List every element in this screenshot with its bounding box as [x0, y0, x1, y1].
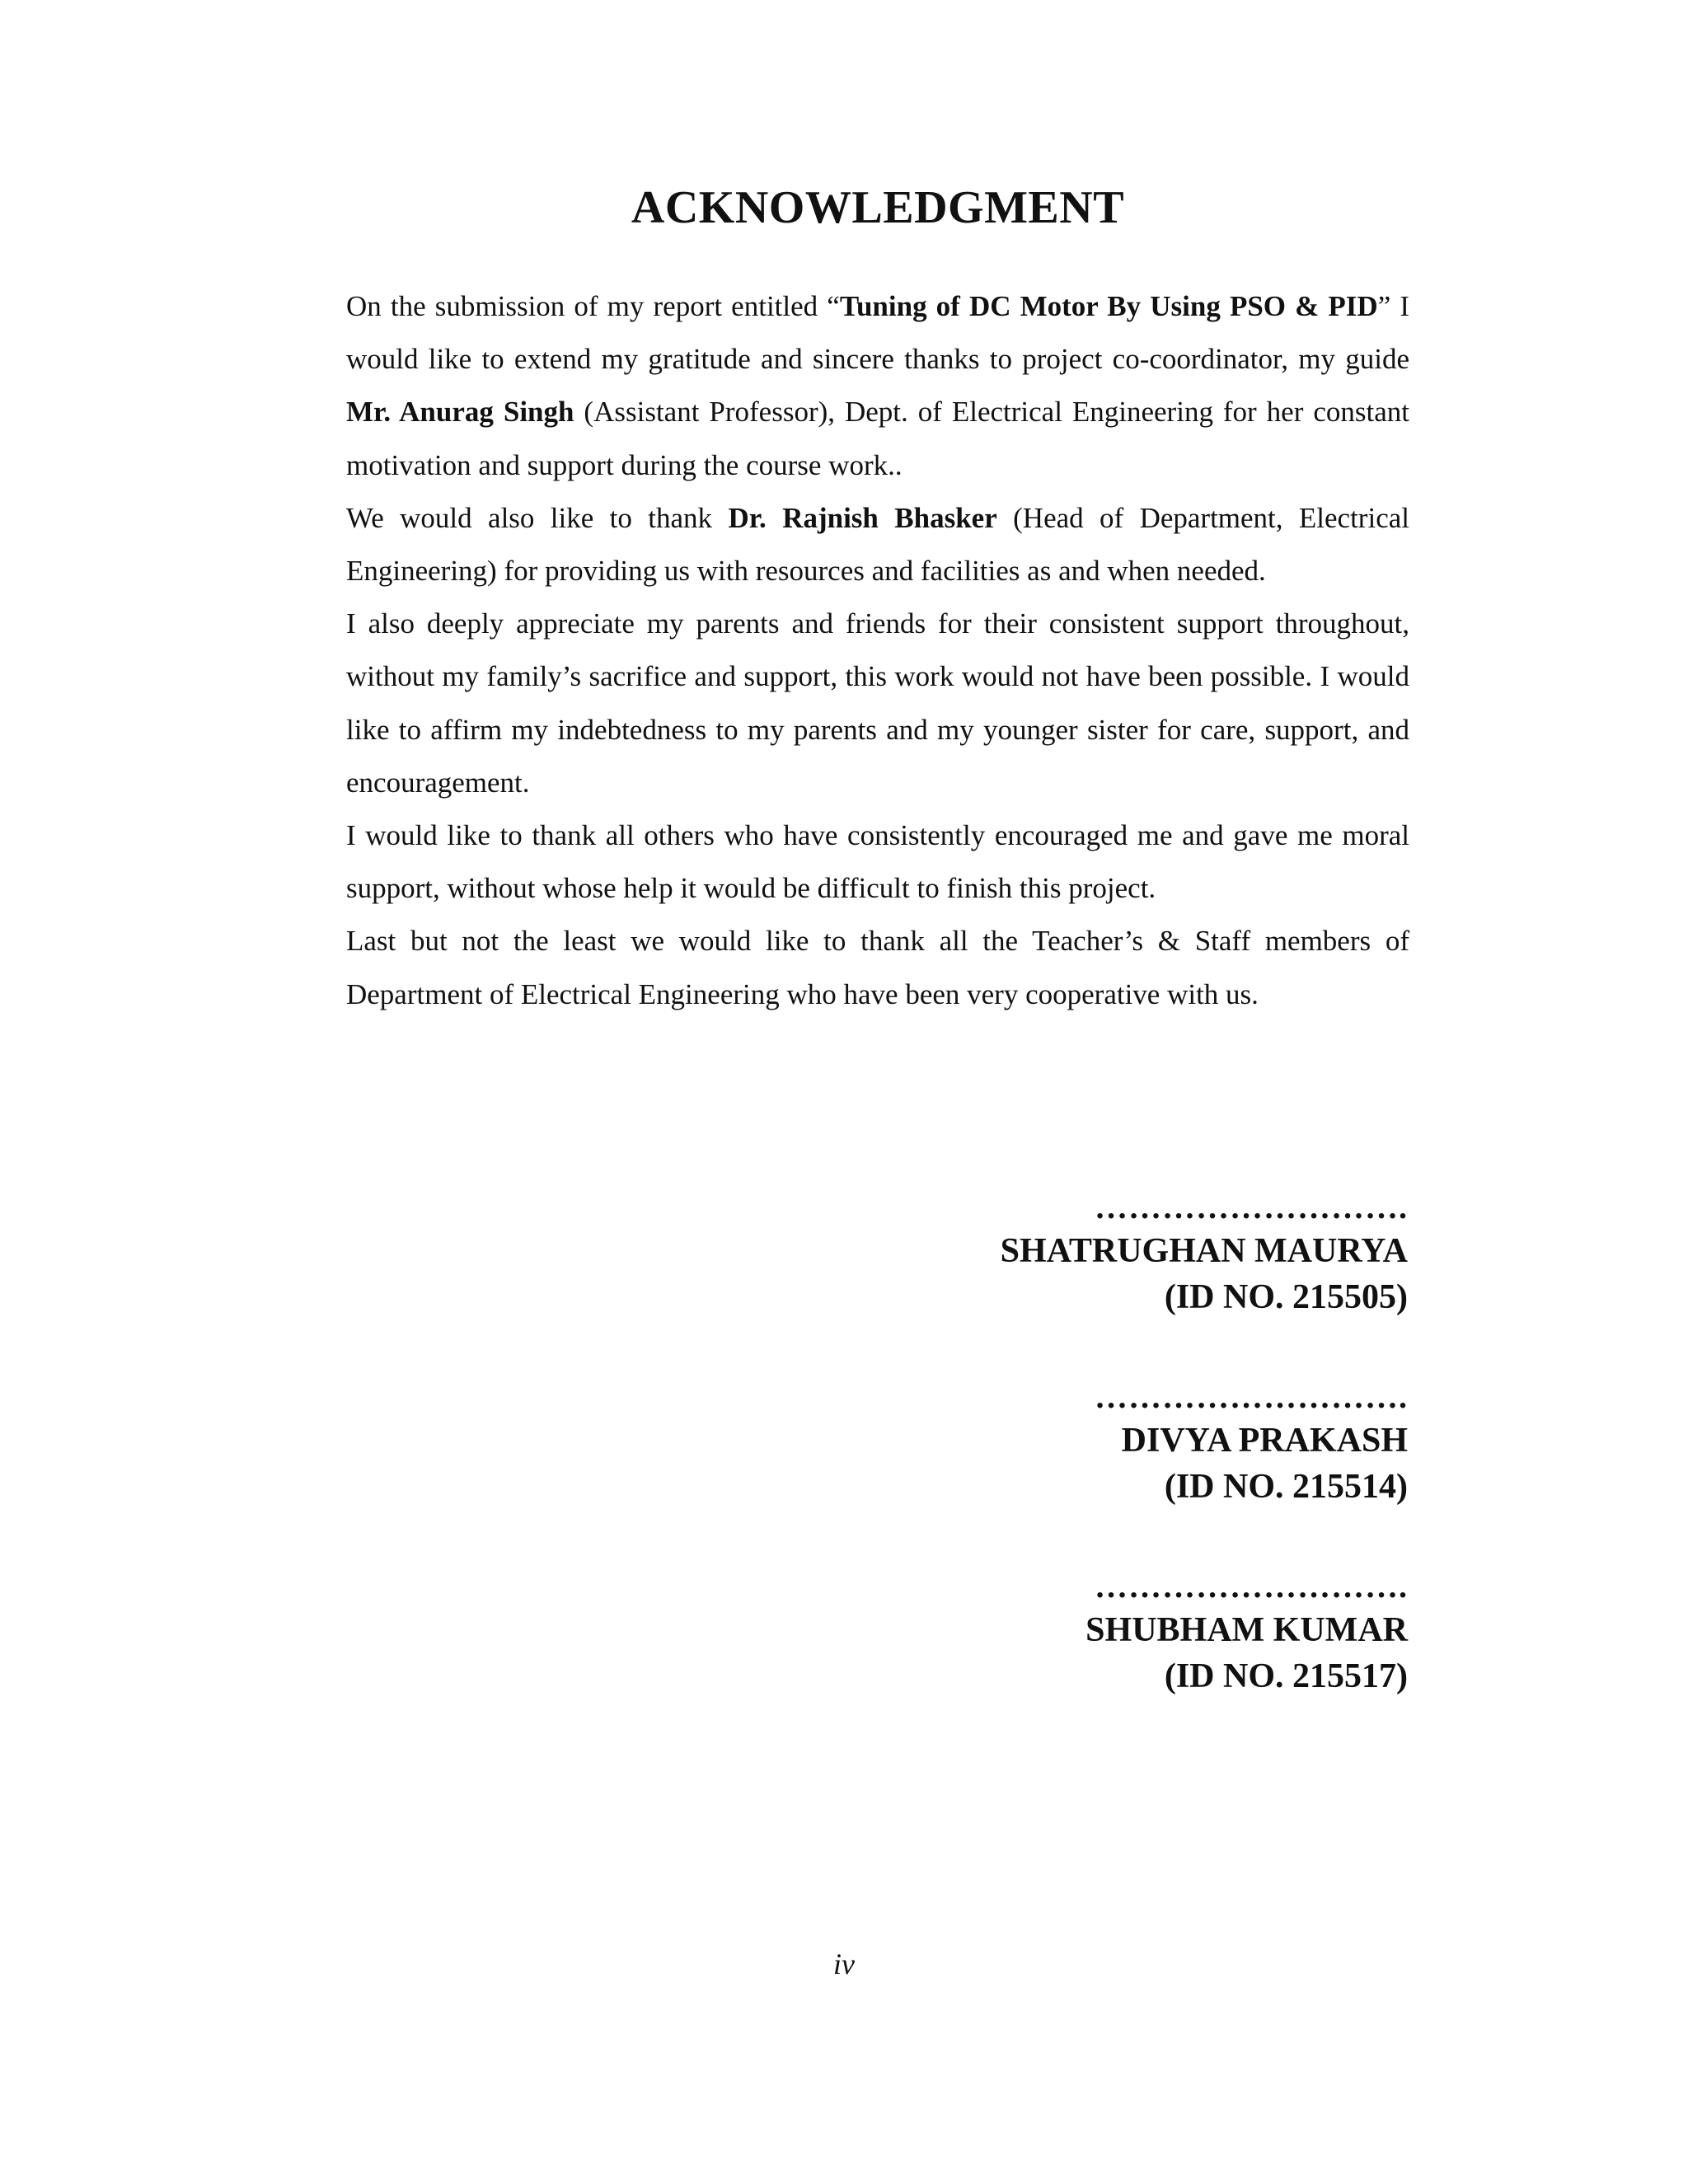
- signatory-id: (ID NO. 215517): [1164, 1657, 1408, 1695]
- signature-line: ……………………….: [1095, 1378, 1408, 1415]
- signatory-id: (ID NO. 215514): [1164, 1468, 1408, 1506]
- signature-block: [1095, 1376, 1408, 1510]
- page-number: iv: [833, 1947, 855, 1980]
- paragraph-1-text-2: ” I would like to extend my gratitude and sincere thanks to project co-coordinator, my guide: [346, 290, 1409, 376]
- paragraph-2-text-2: (Head of Department, Electrical Engineering) for providing us with resources and facilities as and when needed.: [346, 501, 1409, 588]
- signature-line: ……………………….: [1095, 1188, 1408, 1226]
- paragraph-4: I would like to thank all others who have consistently encouraged me and gave me moral support, without whose help it would be difficult to finish this project.: [346, 819, 1409, 905]
- paragraph-1-text-1: On the submission of my report entitled “: [346, 290, 840, 322]
- signatory-name: SHUBHAM KUMAR: [1085, 1611, 1408, 1649]
- signature-block: [1085, 1566, 1408, 1699]
- paragraph-1-text-3: (Assistant Professor), Dept. of Electrical Engineering for her constant motivation and support during the course work..: [346, 396, 1409, 481]
- report-title: Tuning of DC Motor By Using PSO & PID: [839, 290, 1378, 322]
- acknowledgment-body: [346, 280, 1409, 1021]
- hod-name: Dr. Rajnish Bhasker: [728, 501, 997, 534]
- signature-line: ……………………….: [1095, 1568, 1408, 1605]
- guide-name: Mr. Anurag Singh: [346, 396, 574, 429]
- paragraph-5: Last but not the least we would like to thank all the Teacher’s & Staff members of Department of Electrical Engineering who have been very cooperative with us.: [346, 925, 1409, 1010]
- signature-block: [1001, 1187, 1408, 1320]
- signatory-name: DIVYA PRAKASH: [1121, 1422, 1408, 1460]
- signatory-name: SHATRUGHAN MAURYA: [1000, 1232, 1408, 1270]
- signatory-id: (ID NO. 215505): [1164, 1278, 1408, 1316]
- paragraph-1: [346, 280, 1409, 492]
- page-title: ACKNOWLEDGMENT: [631, 182, 1125, 233]
- paragraph-3: I also deeply appreciate my parents and friends for their consistent support throughout, without my family’s sacrifice and support, this work would not have been possible. I would like to affirm my indebtedness to my parents and my younger sister for care, support, and encouragement.: [346, 607, 1409, 799]
- paragraph-2-text-1: We would also like to thank: [346, 501, 729, 534]
- paragraph-2: [346, 492, 1409, 598]
